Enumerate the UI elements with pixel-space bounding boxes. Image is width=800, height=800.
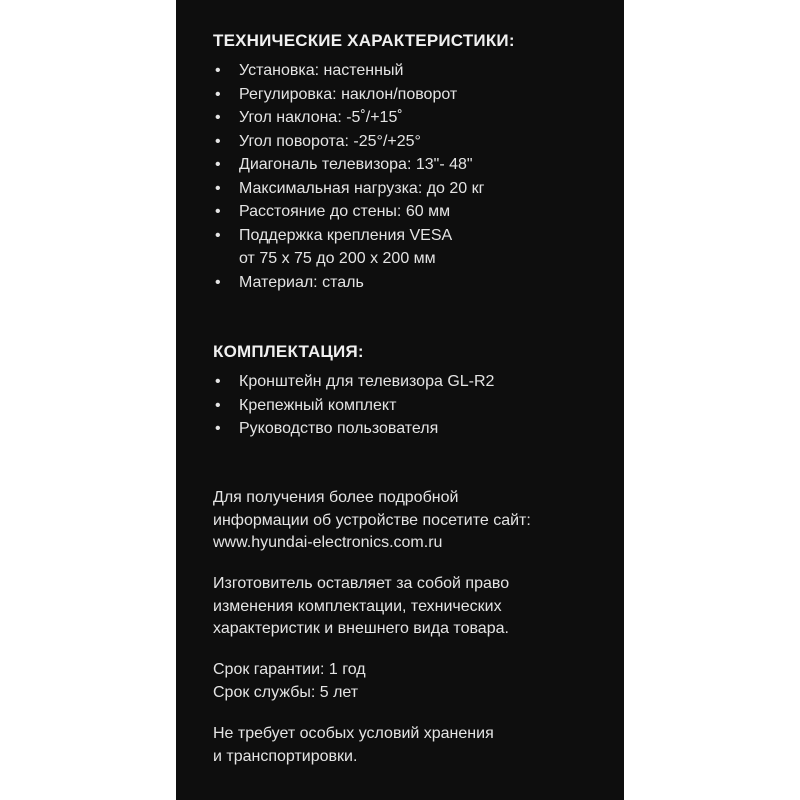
list-item bbox=[213, 177, 613, 201]
spec-material: Материал: сталь bbox=[239, 273, 364, 291]
spec-max-load: Максимальная нагрузка: до 20 кг bbox=[239, 179, 485, 197]
info-line-2: информации об устройстве посетите сайт: bbox=[213, 511, 531, 529]
list-item bbox=[213, 200, 613, 224]
disclaimer-block bbox=[213, 573, 613, 641]
bullet-icon: • bbox=[215, 62, 221, 79]
kit-bracket: Кронштейн для телевизора GL-R2 bbox=[239, 373, 495, 390]
bullet-icon: • bbox=[215, 373, 221, 390]
kit-section bbox=[213, 342, 613, 441]
bullet-icon: • bbox=[215, 203, 221, 220]
list-item bbox=[213, 106, 613, 130]
bullet-icon: • bbox=[215, 273, 221, 291]
spec-mounting: Установка: настенный bbox=[239, 62, 404, 79]
bullet-icon: • bbox=[215, 179, 221, 197]
list-item bbox=[213, 130, 613, 154]
disclaimer-line-3: характеристик и внешнего вида товара. bbox=[213, 620, 509, 637]
list-item bbox=[213, 394, 613, 418]
warranty-block bbox=[213, 659, 613, 704]
spec-vesa-range: от 75 х 75 до 200 х 200 мм bbox=[239, 250, 436, 267]
bullet-icon: • bbox=[215, 132, 221, 150]
spec-card bbox=[176, 0, 624, 800]
specs-heading: ТЕХНИЧЕСКИЕ ХАРАКТЕРИСТИКИ: bbox=[213, 31, 515, 50]
bullet-icon: • bbox=[215, 156, 221, 173]
list-item bbox=[213, 417, 613, 441]
spec-tilt-angle: Угол наклона: -5˚/+15˚ bbox=[239, 109, 403, 126]
specs-section bbox=[213, 31, 613, 294]
storage-line-1: Не требует особых условий хранения bbox=[213, 725, 494, 742]
bullet-icon: • bbox=[215, 420, 221, 437]
list-item bbox=[213, 59, 613, 83]
spec-swivel-angle: Угол поворота: -25°/+25° bbox=[239, 132, 421, 150]
bullet-icon: • bbox=[215, 109, 221, 126]
disclaimer-line-2: изменения комплектации, технических bbox=[213, 597, 502, 615]
list-item bbox=[213, 224, 613, 271]
storage-line-2: и транспортировки. bbox=[213, 747, 358, 765]
spec-tv-diagonal: Диагональ телевизора: 13"- 48" bbox=[239, 156, 473, 173]
bullet-icon: • bbox=[215, 226, 221, 244]
service-life: Срок службы: 5 лет bbox=[213, 683, 359, 701]
info-block bbox=[213, 487, 613, 555]
spec-wall-distance: Расстояние до стены: 60 мм bbox=[239, 203, 451, 220]
kit-heading: КОМПЛЕКТАЦИЯ: bbox=[213, 342, 364, 361]
disclaimer-line-1: Изготовитель оставляет за собой право bbox=[213, 575, 510, 592]
list-item bbox=[213, 271, 613, 295]
kit-manual: Руководство пользователя bbox=[239, 420, 439, 437]
list-item bbox=[213, 153, 613, 177]
list-item bbox=[213, 370, 613, 394]
specs-list bbox=[213, 59, 613, 294]
storage-block bbox=[213, 723, 613, 768]
spec-vesa: Поддержка крепления VESA bbox=[239, 226, 453, 244]
list-item bbox=[213, 83, 613, 107]
spec-adjustment: Регулировка: наклон/поворот bbox=[239, 85, 458, 103]
warranty-period: Срок гарантии: 1 год bbox=[213, 661, 366, 678]
kit-fasteners: Крепежный комплект bbox=[239, 396, 397, 414]
kit-list bbox=[213, 370, 613, 441]
bullet-icon: • bbox=[215, 85, 221, 103]
bullet-icon: • bbox=[215, 396, 221, 414]
info-line-1: Для получения более подробной bbox=[213, 489, 459, 506]
website-url: www.hyundai-electronics.com.ru bbox=[213, 534, 443, 551]
